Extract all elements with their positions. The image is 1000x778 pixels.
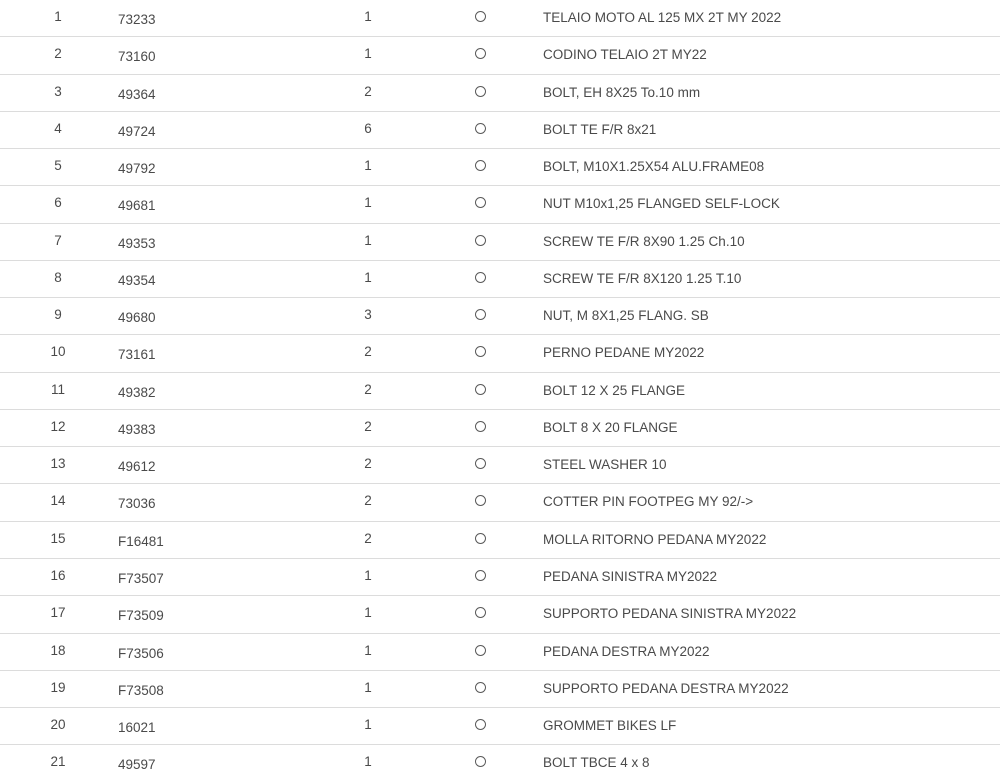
table-row[interactable]	[0, 484, 1000, 521]
part-quantity: 3	[364, 307, 372, 323]
part-description: BOLT, EH 8X25 To.10 mm	[543, 84, 701, 100]
part-code: 73160	[118, 49, 156, 65]
part-quantity: 1	[364, 158, 372, 174]
select-radio[interactable]	[475, 160, 486, 171]
part-quantity: 1	[364, 195, 372, 211]
select-radio[interactable]	[475, 533, 486, 544]
part-code: 49382	[118, 384, 156, 400]
part-description: TELAIO MOTO AL 125 MX 2T MY 2022	[543, 10, 782, 25]
select-radio[interactable]	[475, 197, 486, 208]
table-row[interactable]	[0, 0, 1000, 37]
select-radio[interactable]	[475, 235, 486, 246]
table-row[interactable]	[0, 298, 1000, 335]
table-row[interactable]	[0, 335, 1000, 372]
row-position: 14	[50, 493, 66, 509]
part-description: BOLT TE F/R 8x21	[543, 121, 657, 137]
part-quantity: 2	[364, 381, 372, 397]
part-code: F73509	[118, 608, 164, 624]
part-quantity: 1	[364, 717, 372, 733]
part-quantity: 1	[364, 679, 372, 695]
part-description: SCREW TE F/R 8X90 1.25 Ch.10	[543, 233, 745, 249]
table-row[interactable]	[0, 447, 1000, 484]
part-description: SUPPORTO PEDANA DESTRA MY2022	[543, 680, 789, 696]
part-code: 73161	[118, 347, 156, 363]
row-position: 21	[50, 754, 66, 770]
table-row[interactable]	[0, 596, 1000, 633]
table-row[interactable]	[0, 373, 1000, 410]
part-code: F73506	[118, 645, 164, 661]
part-code: 49354	[118, 272, 156, 288]
part-quantity: 1	[364, 9, 372, 24]
part-code: 49597	[118, 757, 156, 773]
select-radio[interactable]	[475, 645, 486, 656]
part-code: 73233	[118, 12, 156, 27]
part-quantity: 2	[364, 418, 372, 434]
select-radio[interactable]	[475, 756, 486, 767]
table-row[interactable]	[0, 671, 1000, 708]
select-radio[interactable]	[475, 48, 486, 59]
table-row[interactable]	[0, 224, 1000, 261]
part-description: COTTER PIN FOOTPEG MY 92/->	[543, 494, 754, 510]
part-quantity: 1	[364, 754, 372, 770]
part-code: 49364	[118, 86, 156, 102]
part-code: 49724	[118, 123, 156, 139]
part-quantity: 1	[364, 232, 372, 248]
row-position: 7	[54, 232, 62, 248]
part-code: 49353	[118, 235, 156, 251]
part-description: NUT M10x1,25 FLANGED SELF-LOCK	[543, 196, 780, 212]
part-code: 49681	[118, 198, 156, 214]
part-description: GROMMET BIKES LF	[543, 718, 677, 734]
part-quantity: 2	[364, 344, 372, 360]
select-radio[interactable]	[475, 346, 486, 357]
part-quantity: 6	[364, 120, 372, 136]
table-row[interactable]	[0, 261, 1000, 298]
part-quantity: 2	[364, 493, 372, 509]
row-position: 2	[54, 46, 62, 62]
part-description: BOLT, M10X1.25X54 ALU.FRAME08	[543, 159, 765, 175]
table-row[interactable]	[0, 410, 1000, 447]
select-radio[interactable]	[475, 86, 486, 97]
part-description: PEDANA SINISTRA MY2022	[543, 568, 718, 584]
row-position: 11	[50, 381, 65, 397]
row-position: 20	[50, 717, 66, 733]
row-position: 6	[54, 195, 62, 211]
part-code: 49792	[118, 161, 156, 177]
table-row[interactable]	[0, 75, 1000, 112]
row-position: 4	[54, 120, 62, 136]
part-description: PERNO PEDANE MY2022	[543, 345, 705, 361]
part-description: MOLLA RITORNO PEDANA MY2022	[543, 531, 767, 547]
row-position: 9	[54, 307, 62, 323]
part-quantity: 1	[364, 642, 372, 658]
part-code: 49612	[118, 459, 156, 475]
select-radio[interactable]	[475, 123, 486, 134]
part-description: STEEL WASHER 10	[543, 457, 667, 473]
select-radio[interactable]	[475, 272, 486, 283]
table-row[interactable]	[0, 559, 1000, 596]
part-code: 49680	[118, 310, 156, 326]
row-position: 10	[50, 344, 66, 360]
row-position: 3	[54, 83, 62, 99]
table-row[interactable]	[0, 634, 1000, 671]
table-row[interactable]	[0, 745, 1000, 778]
row-position: 18	[50, 642, 66, 658]
row-position: 16	[50, 567, 66, 583]
part-quantity: 2	[364, 456, 372, 472]
part-description: CODINO TELAIO 2T MY22	[543, 47, 707, 63]
row-position: 15	[50, 530, 66, 546]
part-description: BOLT TBCE 4 x 8	[543, 755, 650, 771]
part-quantity: 1	[364, 605, 372, 621]
row-position: 1	[54, 9, 62, 24]
table-row[interactable]	[0, 112, 1000, 149]
row-position: 8	[54, 269, 62, 285]
table-row[interactable]	[0, 522, 1000, 559]
row-position: 19	[50, 679, 66, 695]
part-quantity: 1	[364, 46, 372, 62]
table-row[interactable]	[0, 708, 1000, 745]
part-code: F16481	[118, 533, 164, 549]
select-radio[interactable]	[475, 682, 486, 693]
row-position: 12	[50, 418, 66, 434]
row-position: 17	[50, 605, 66, 621]
select-radio[interactable]	[475, 309, 486, 320]
select-radio[interactable]	[475, 570, 486, 581]
select-radio[interactable]	[475, 458, 486, 469]
part-quantity: 1	[364, 269, 372, 285]
table-row[interactable]	[0, 149, 1000, 186]
part-code: F73508	[118, 682, 164, 698]
select-radio[interactable]	[475, 607, 486, 618]
part-description: PEDANA DESTRA MY2022	[543, 643, 710, 659]
part-code: F73507	[118, 570, 164, 586]
part-description: SUPPORTO PEDANA SINISTRA MY2022	[543, 606, 797, 622]
part-code: 16021	[118, 720, 156, 736]
part-quantity: 2	[364, 530, 372, 546]
row-position: 5	[54, 158, 62, 174]
select-radio[interactable]	[475, 719, 486, 730]
select-radio[interactable]	[475, 384, 486, 395]
part-quantity: 1	[364, 567, 372, 583]
part-description: SCREW TE F/R 8X120 1.25 T.10	[543, 270, 742, 286]
table-row[interactable]	[0, 186, 1000, 223]
select-radio[interactable]	[475, 495, 486, 506]
part-code: 73036	[118, 496, 156, 512]
part-quantity: 2	[364, 83, 372, 99]
select-radio[interactable]	[475, 421, 486, 432]
part-description: NUT, M 8X1,25 FLANG. SB	[543, 308, 709, 324]
part-description: BOLT 8 X 20 FLANGE	[543, 419, 678, 435]
row-position: 13	[50, 456, 66, 472]
part-code: 49383	[118, 421, 156, 437]
table-row[interactable]	[0, 37, 1000, 74]
part-description: BOLT 12 X 25 FLANGE	[543, 382, 686, 398]
select-radio[interactable]	[475, 11, 486, 22]
